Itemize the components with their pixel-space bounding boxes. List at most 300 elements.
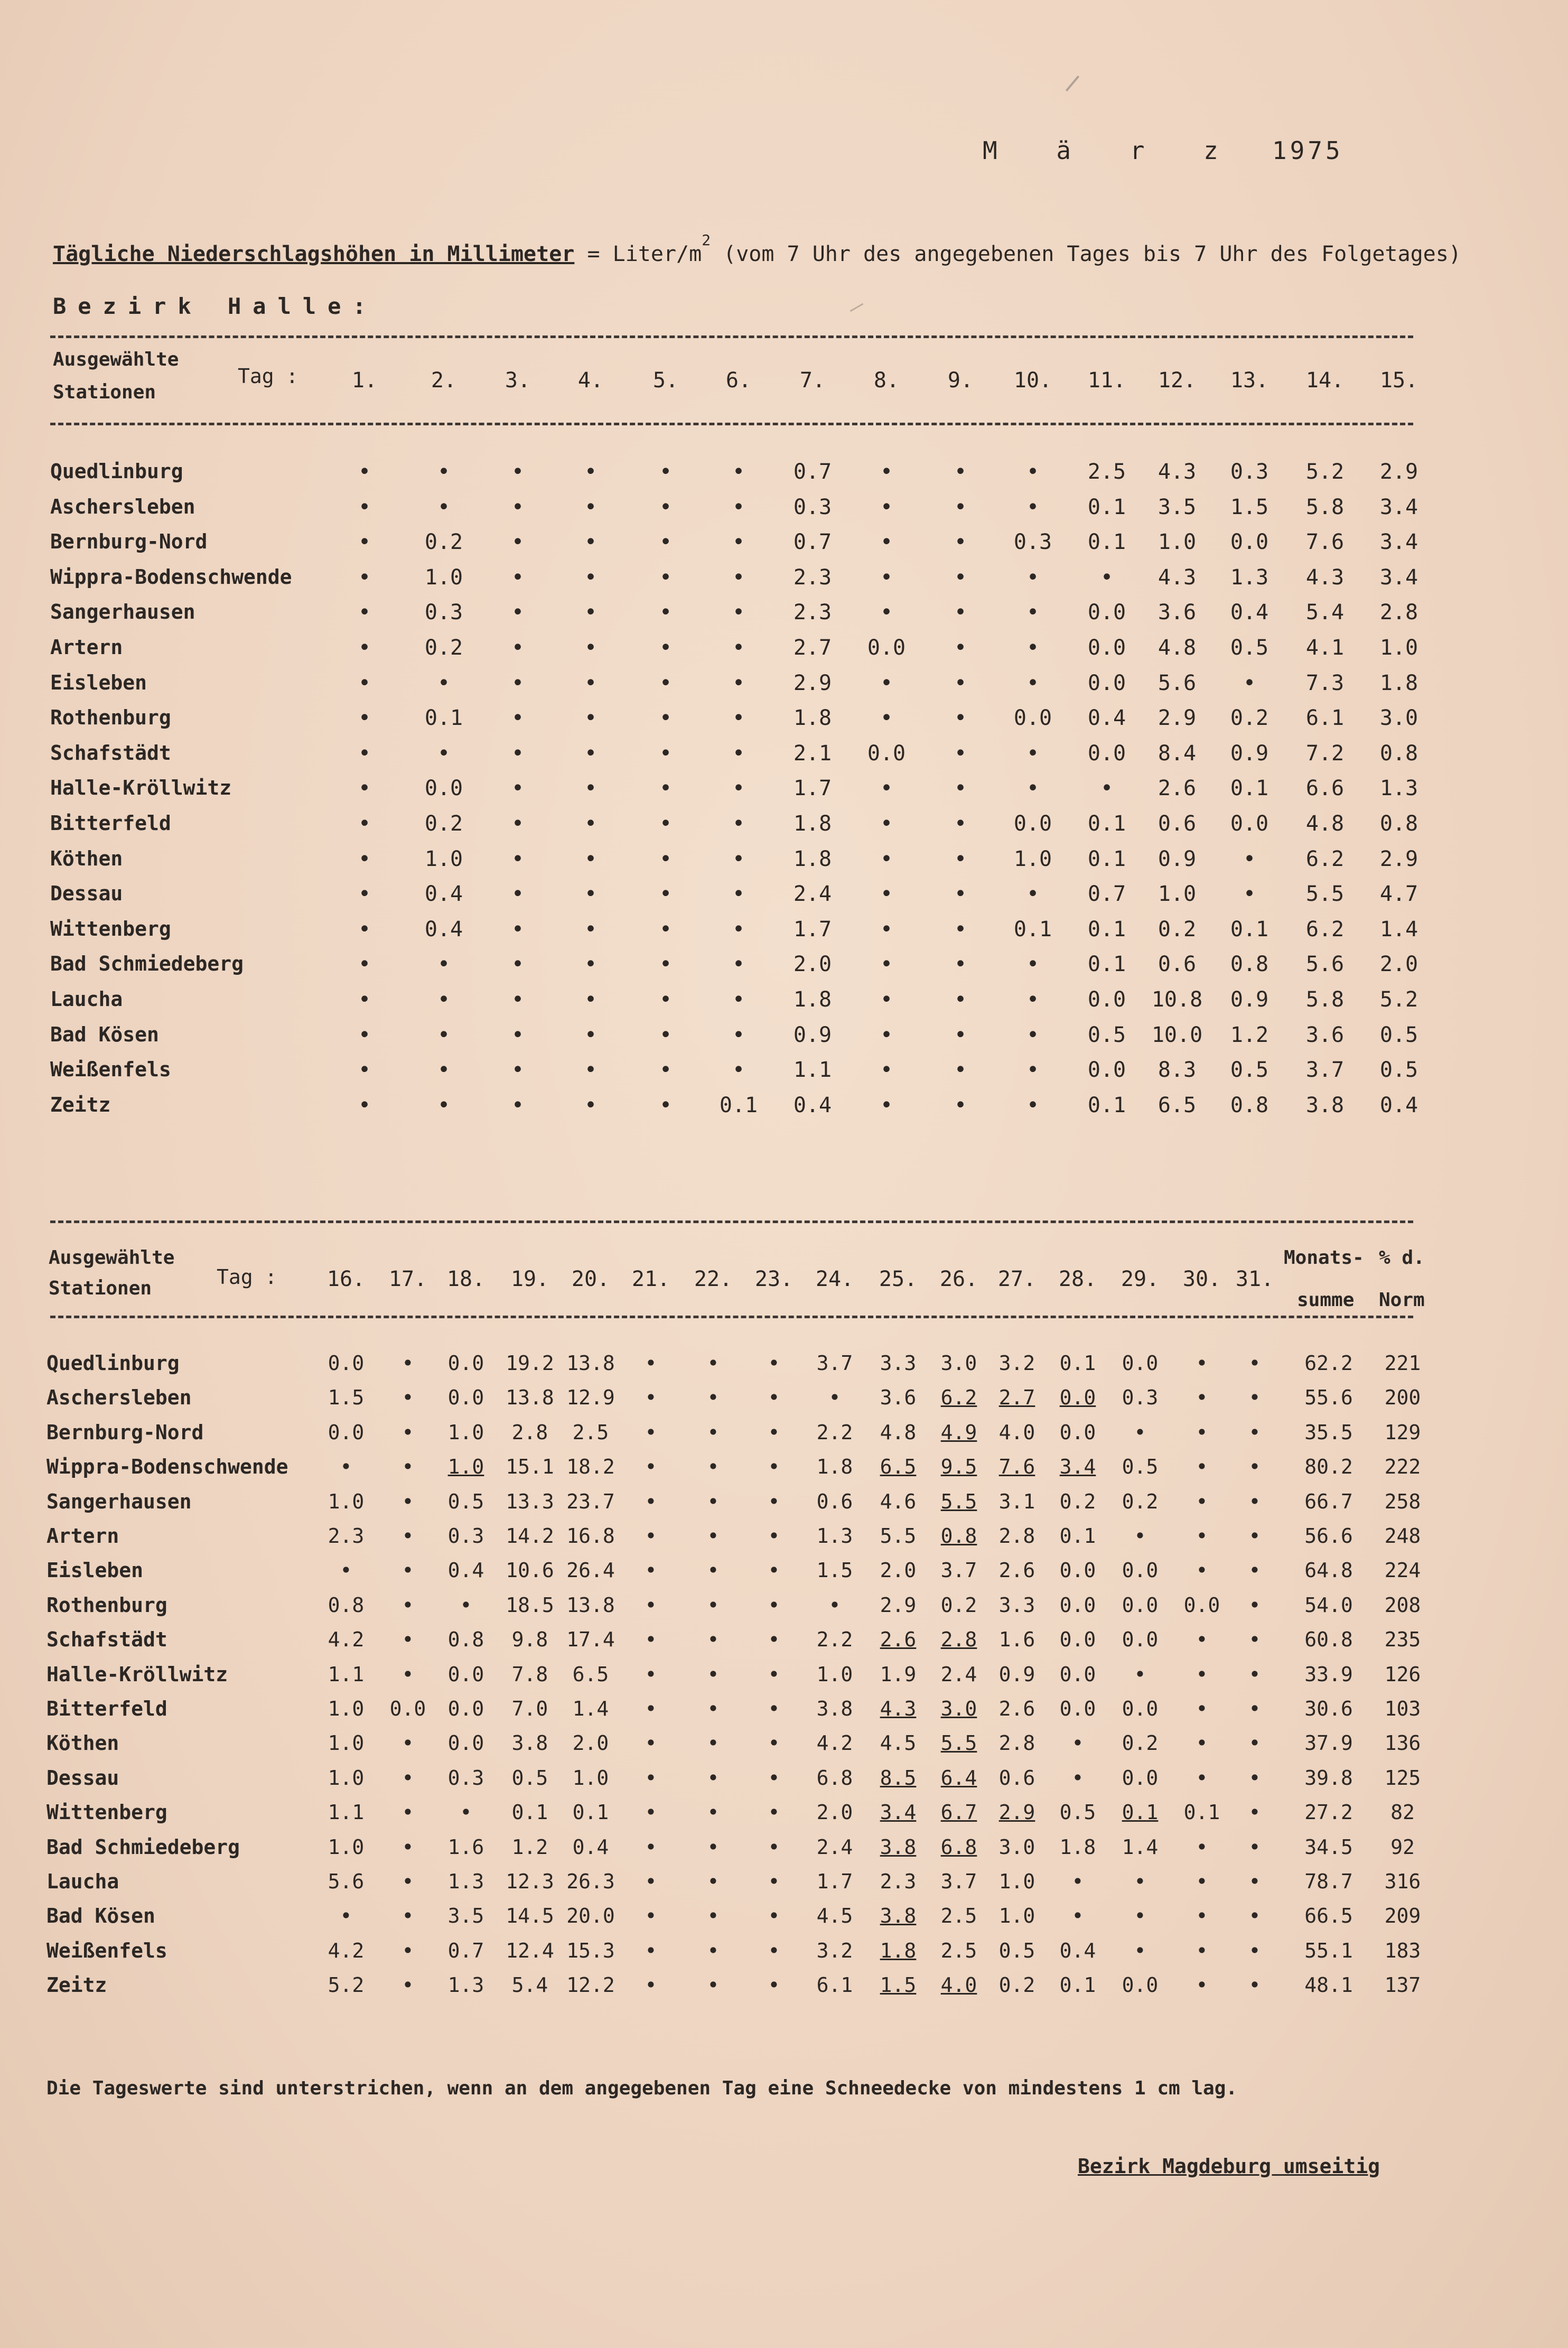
table-cell: •	[732, 530, 745, 554]
table-cell: 1.0	[1158, 882, 1197, 906]
table-cell: 0.5	[1087, 1023, 1126, 1047]
table-cell: •	[645, 1386, 657, 1409]
table-cell: •	[732, 460, 745, 484]
table-cell: 4.8	[1158, 636, 1197, 660]
month-year	[983, 136, 1343, 165]
table-cell: •	[1026, 1023, 1040, 1047]
table-cell: 1.7	[816, 1870, 853, 1893]
table-cell: •	[707, 1386, 720, 1409]
table-cell: •	[954, 1058, 967, 1082]
table-cell: 2.0	[816, 1801, 853, 1824]
table-cell: 0.1	[1013, 917, 1052, 942]
table-cell: •	[1134, 1939, 1146, 1962]
table-cell: 0.7	[1087, 882, 1126, 906]
station-name: Schafstädt	[50, 741, 171, 765]
day-header: 3.	[505, 368, 531, 393]
percent-of-norm: 248	[1384, 1524, 1421, 1548]
table-cell: •	[1026, 776, 1040, 800]
table-cell: 0.8	[1230, 952, 1269, 976]
table-cell: 9.8	[511, 1628, 548, 1651]
table-cell: •	[437, 1058, 451, 1082]
table-cell: 4.7	[1379, 882, 1418, 906]
table-cell: •	[1100, 565, 1114, 590]
table-cell: •	[1243, 882, 1256, 906]
table-cell: 15.1	[506, 1455, 554, 1478]
table-cell: •	[1196, 1352, 1208, 1375]
table-cell: 6.2	[1305, 917, 1345, 942]
dashed-rule	[50, 1220, 1413, 1223]
percent-of-norm: 221	[1384, 1352, 1421, 1375]
table-cell: •	[358, 460, 371, 484]
table-cell: 3.4	[1059, 1455, 1096, 1478]
percent-of-norm: 136	[1384, 1731, 1421, 1755]
table-cell: •	[707, 1594, 720, 1617]
table-cell: •	[645, 1870, 657, 1893]
table-cell: 3.6	[1158, 600, 1197, 625]
table-cell: •	[1196, 1766, 1208, 1790]
table-cell: 7.6	[1305, 530, 1345, 554]
table-cell: •	[659, 776, 673, 800]
table-cell: •	[954, 565, 967, 590]
table-cell: •	[645, 1973, 657, 1997]
table-cell: 2.8	[511, 1421, 548, 1444]
table-cell: 4.8	[880, 1421, 917, 1444]
table-cell: 0.3	[447, 1524, 484, 1548]
table-cell: •	[358, 882, 371, 906]
table-cell: 0.0	[328, 1421, 365, 1444]
table-cell: 1.3	[816, 1524, 853, 1548]
table-cell: •	[511, 600, 525, 625]
table-cell: 0.0	[1230, 812, 1269, 836]
table-cell: 4.5	[880, 1731, 917, 1755]
table-cell: 0.1	[1087, 952, 1126, 976]
table-cell: 4.3	[1305, 565, 1345, 590]
table-cell: 1.7	[793, 776, 832, 800]
title-underlined: Tägliche Niederschlagshöhen in Millimeter	[53, 242, 575, 266]
table-cell: 1.0	[447, 1455, 484, 1478]
station-name: Dessau	[50, 882, 123, 905]
table-cell: •	[768, 1904, 780, 1927]
percent-of-norm: 92	[1390, 1835, 1415, 1859]
table-cell: •	[645, 1524, 657, 1548]
monthly-sum: 34.5	[1304, 1835, 1353, 1859]
percent-of-norm: 222	[1384, 1455, 1421, 1478]
station-name: Eisleben	[46, 1559, 144, 1582]
table-cell: •	[584, 917, 598, 942]
table-cell: •	[358, 847, 371, 871]
table-cell: 0.9	[998, 1663, 1035, 1686]
table-cell: •	[1026, 952, 1040, 976]
table-cell: 0.1	[1122, 1801, 1159, 1824]
table-cell: 0.0	[1013, 706, 1052, 730]
tag-label: Tag :	[217, 1265, 277, 1289]
title-tail: (vom 7 Uhr des angegebenen Tages bis 7 Uhr des Folgetages)	[711, 242, 1461, 266]
table-cell: •	[732, 847, 745, 871]
table-cell: 1.2	[1230, 1023, 1269, 1047]
percent-of-norm: 129	[1384, 1421, 1421, 1444]
table-cell: 0.9	[1230, 741, 1269, 766]
table-cell: 6.5	[880, 1455, 917, 1478]
table-cell: •	[358, 1058, 371, 1082]
table-cell: •	[1026, 1093, 1040, 1117]
table-cell: •	[954, 460, 967, 484]
table-cell: 2.8	[940, 1628, 977, 1651]
table-cell: •	[584, 636, 598, 660]
table-cell: 1.1	[793, 1058, 832, 1082]
table-cell: •	[584, 1023, 598, 1047]
table-cell: 1.4	[1379, 917, 1418, 942]
table-cell: •	[511, 565, 525, 590]
table-cell: 6.8	[816, 1766, 853, 1790]
table-cell: 4.1	[1305, 636, 1345, 660]
table-cell: 0.2	[424, 636, 463, 660]
table-cell: 4.3	[880, 1697, 917, 1720]
table-cell: 6.4	[940, 1766, 977, 1790]
table-cell: 1.4	[1122, 1835, 1159, 1859]
table-cell: •	[768, 1594, 780, 1617]
station-name: Weißenfels	[50, 1058, 171, 1081]
table-cell: 0.1	[1087, 847, 1126, 871]
percent-of-norm: 103	[1384, 1697, 1421, 1720]
table-cell: •	[659, 706, 673, 730]
table-cell: •	[828, 1594, 841, 1617]
table-cell: •	[402, 1421, 414, 1444]
table-cell: 0.0	[1087, 741, 1126, 766]
table-cell: 2.5	[940, 1904, 977, 1927]
table-cell: •	[880, 776, 893, 800]
table-cell: •	[645, 1352, 657, 1375]
table-cell: 0.5	[1059, 1801, 1096, 1824]
table-cell: •	[954, 987, 967, 1012]
table-cell: 1.9	[880, 1663, 917, 1686]
table-cell: •	[437, 952, 451, 976]
table-cell: •	[707, 1904, 720, 1927]
table-cell: •	[584, 1093, 598, 1117]
table-cell: •	[402, 1386, 414, 1409]
station-header: Stationen	[53, 381, 156, 403]
table-cell: •	[954, 636, 967, 660]
table-cell: •	[707, 1973, 720, 1997]
table-cell: •	[645, 1490, 657, 1513]
table-cell: •	[707, 1801, 720, 1824]
table-cell: 3.6	[1305, 1023, 1345, 1047]
table-cell: •	[880, 530, 893, 554]
table-cell: 2.8	[1379, 600, 1418, 625]
day-header: 18.	[446, 1267, 486, 1291]
table-cell: •	[768, 1559, 780, 1582]
monthly-sum: 30.6	[1304, 1697, 1353, 1720]
table-cell: 0.3	[1230, 460, 1269, 484]
table-cell: 0.8	[447, 1628, 484, 1651]
table-cell: •	[402, 1731, 414, 1755]
station-name: Bad Kösen	[46, 1904, 155, 1927]
table-cell: 1.8	[816, 1455, 853, 1478]
table-cell: •	[645, 1559, 657, 1582]
table-cell: 1.8	[1379, 671, 1418, 695]
table-cell: 0.5	[1122, 1455, 1159, 1478]
table-cell: 4.0	[940, 1973, 977, 1997]
table-cell: •	[954, 741, 967, 766]
table-cell: •	[659, 565, 673, 590]
table-cell: 1.8	[793, 847, 832, 871]
table-cell: 1.4	[572, 1697, 609, 1720]
table-cell: 2.1	[793, 741, 832, 766]
table-cell: 0.0	[447, 1663, 484, 1686]
table-cell: 3.7	[816, 1352, 853, 1375]
table-cell: 0.0	[1059, 1697, 1096, 1720]
table-cell: •	[1134, 1421, 1146, 1444]
table-cell: 0.0	[447, 1731, 484, 1755]
table-cell: 0.0	[1122, 1973, 1159, 1997]
table-cell: 0.0	[1087, 987, 1126, 1012]
monthly-sum: 33.9	[1304, 1663, 1353, 1686]
table-cell: 3.0	[1379, 706, 1418, 730]
day-header: 19.	[510, 1267, 549, 1291]
table-cell: 4.8	[1305, 812, 1345, 836]
table-cell: 13.8	[566, 1352, 615, 1375]
table-cell: •	[645, 1939, 657, 1962]
table-cell: 1.6	[447, 1835, 484, 1859]
table-cell: 3.4	[1379, 495, 1418, 519]
table-cell: •	[1248, 1490, 1261, 1513]
day-header: 16.	[326, 1267, 366, 1291]
table-cell: 14.2	[506, 1524, 554, 1548]
table-cell: •	[954, 530, 967, 554]
table-cell: •	[1248, 1904, 1261, 1927]
table-cell: 3.3	[880, 1352, 917, 1375]
table-cell: •	[584, 952, 598, 976]
table-cell: •	[1196, 1870, 1208, 1893]
station-name: Sangerhausen	[50, 600, 195, 623]
table-cell: 3.8	[1305, 1093, 1345, 1117]
table-cell: •	[437, 741, 451, 766]
table-cell: •	[402, 1973, 414, 1997]
table-cell: 9.5	[940, 1455, 977, 1478]
norm-header: Norm	[1379, 1289, 1425, 1311]
table-cell: 0.0	[1122, 1352, 1159, 1375]
table-cell: 0.2	[1122, 1731, 1159, 1755]
sum-header: Monats-	[1284, 1247, 1364, 1269]
table-cell: 16.8	[566, 1524, 615, 1548]
table-cell: 0.9	[793, 1023, 832, 1047]
table-cell: •	[1248, 1628, 1261, 1651]
table-cell: •	[358, 495, 371, 519]
table-cell: •	[732, 600, 745, 625]
station-name: Eisleben	[50, 671, 147, 694]
table-cell: 0.3	[1122, 1386, 1159, 1409]
table-cell: 0.1	[1230, 776, 1269, 800]
title-unit: = Liter/m	[574, 242, 702, 266]
table-cell: 3.0	[998, 1835, 1035, 1859]
table-cell: 0.5	[447, 1490, 484, 1513]
table-cell: 0.1	[511, 1801, 548, 1824]
table-cell: 4.2	[328, 1939, 365, 1962]
table-cell: •	[402, 1352, 414, 1375]
table-cell: •	[584, 1058, 598, 1082]
table-cell: 1.0	[447, 1421, 484, 1444]
table-cell: 0.0	[1059, 1663, 1096, 1686]
day-header: 2.	[431, 368, 457, 393]
station-name: Laucha	[46, 1870, 119, 1893]
monthly-sum: 39.8	[1304, 1766, 1353, 1790]
table-cell: •	[511, 671, 525, 695]
monthly-sum: 48.1	[1304, 1973, 1353, 1997]
table-cell: 1.5	[816, 1559, 853, 1582]
table-cell: •	[768, 1697, 780, 1720]
district-heading: Bezirk Halle:	[53, 293, 378, 319]
table-cell: •	[954, 671, 967, 695]
table-cell: 12.3	[506, 1870, 554, 1893]
table-cell: •	[732, 882, 745, 906]
table-cell: •	[1243, 847, 1256, 871]
day-header: 7.	[799, 368, 826, 393]
day-header: 23.	[754, 1267, 794, 1291]
table-cell: 3.5	[447, 1904, 484, 1927]
table-cell: 2.6	[880, 1628, 917, 1651]
table-cell: 0.7	[793, 460, 832, 484]
table-cell: 2.0	[572, 1731, 609, 1755]
table-cell: •	[707, 1421, 720, 1444]
table-cell: 2.7	[998, 1386, 1035, 1409]
table-cell: 8.5	[880, 1766, 917, 1790]
day-header: 4.	[577, 368, 604, 393]
day-header: 14.	[1305, 368, 1345, 393]
table-cell: •	[1196, 1524, 1208, 1548]
table-cell: 2.6	[1158, 776, 1197, 800]
table-cell: •	[358, 671, 371, 695]
table-cell: 17.4	[566, 1628, 615, 1651]
table-cell: 0.3	[1013, 530, 1052, 554]
monthly-sum: 66.7	[1304, 1490, 1353, 1513]
day-header: 11.	[1087, 368, 1126, 393]
table-cell: •	[1196, 1663, 1208, 1686]
table-cell: •	[1248, 1731, 1261, 1755]
table-cell: 3.7	[1305, 1058, 1345, 1082]
table-cell: 2.9	[998, 1801, 1035, 1824]
table-cell: •	[768, 1663, 780, 1686]
table-cell: •	[460, 1594, 472, 1617]
day-header: 12.	[1158, 368, 1197, 393]
table-cell: 5.4	[1305, 600, 1345, 625]
table-cell: •	[340, 1559, 352, 1582]
table-cell: 2.9	[880, 1594, 917, 1617]
table-cell: 7.8	[511, 1663, 548, 1686]
table-cell: 2.9	[1379, 847, 1418, 871]
table-cell: •	[645, 1421, 657, 1444]
table-cell: •	[1026, 460, 1040, 484]
table-cell: 1.0	[816, 1663, 853, 1686]
table-cell: •	[1248, 1697, 1261, 1720]
table-cell: •	[1196, 1904, 1208, 1927]
table-cell: 2.3	[793, 600, 832, 625]
table-cell: •	[1026, 671, 1040, 695]
station-name: Wippra-Bodenschwende	[50, 565, 292, 589]
table-cell: •	[768, 1490, 780, 1513]
table-cell: 0.5	[511, 1766, 548, 1790]
table-cell: 3.4	[1379, 530, 1418, 554]
table-cell: •	[732, 636, 745, 660]
table-cell: •	[768, 1455, 780, 1478]
table-cell: •	[732, 1023, 745, 1047]
table-cell: •	[1248, 1559, 1261, 1582]
table-cell: 1.0	[328, 1731, 365, 1755]
day-header: 29.	[1121, 1267, 1160, 1291]
table-cell: •	[1026, 636, 1040, 660]
table-cell: •	[402, 1490, 414, 1513]
percent-of-norm: 183	[1384, 1939, 1421, 1962]
table-cell: •	[707, 1352, 720, 1375]
station-name: Dessau	[46, 1766, 119, 1790]
table-cell: 1.8	[793, 812, 832, 836]
table-cell: •	[584, 812, 598, 836]
table-cell: •	[584, 495, 598, 519]
table-cell: •	[954, 776, 967, 800]
table-cell: 0.1	[1230, 917, 1269, 942]
table-cell: •	[880, 706, 893, 730]
table-cell: 2.4	[793, 882, 832, 906]
table-cell: 1.0	[328, 1766, 365, 1790]
table-cell: •	[732, 776, 745, 800]
table-cell: •	[1248, 1455, 1261, 1478]
table-cell: 7.6	[998, 1455, 1035, 1478]
table-cell: 2.3	[328, 1524, 365, 1548]
table-cell: 13.8	[506, 1386, 554, 1409]
table-cell: •	[645, 1904, 657, 1927]
table-cell: 2.0	[793, 952, 832, 976]
table-cell: •	[511, 917, 525, 942]
table-cell: 10.0	[1151, 1023, 1203, 1047]
table-cell: 4.2	[816, 1731, 853, 1755]
table-cell: 2.4	[816, 1835, 853, 1859]
table-cell: 0.1	[1087, 530, 1126, 554]
table-cell: •	[511, 1023, 525, 1047]
table-cell: •	[402, 1835, 414, 1859]
table-cell: •	[402, 1594, 414, 1617]
table-cell: 0.1	[1183, 1801, 1220, 1824]
table-cell: •	[1134, 1663, 1146, 1686]
table-cell: •	[732, 952, 745, 976]
table-cell: •	[1134, 1524, 1146, 1548]
table-cell: •	[768, 1731, 780, 1755]
station-name: Bitterfeld	[46, 1697, 167, 1720]
table-cell: •	[768, 1973, 780, 1997]
table-cell: 3.4	[1379, 565, 1418, 590]
station-header: Ausgewählte	[53, 349, 179, 370]
monthly-sum: 54.0	[1304, 1594, 1353, 1617]
station-name: Quedlinburg	[46, 1352, 180, 1375]
table-cell: 0.4	[424, 882, 463, 906]
station-name: Aschersleben	[46, 1386, 192, 1409]
table-cell: 0.1	[1087, 1093, 1126, 1117]
pencil-mark	[1066, 76, 1079, 91]
table-cell: •	[1071, 1766, 1084, 1790]
table-cell: •	[707, 1559, 720, 1582]
table-cell: •	[1196, 1386, 1208, 1409]
table-cell: •	[880, 987, 893, 1012]
title-sup: 2	[702, 231, 711, 249]
table-cell: 26.3	[566, 1870, 615, 1893]
monthly-sum: 35.5	[1304, 1421, 1353, 1444]
table-cell: •	[645, 1594, 657, 1617]
table-cell: •	[358, 565, 371, 590]
table-cell: 2.3	[793, 565, 832, 590]
table-cell: 5.5	[880, 1524, 917, 1548]
day-header: 5.	[652, 368, 679, 393]
table-cell: •	[1100, 776, 1114, 800]
table-cell: •	[707, 1628, 720, 1651]
table-cell: •	[880, 495, 893, 519]
station-header: Ausgewählte	[49, 1247, 175, 1269]
